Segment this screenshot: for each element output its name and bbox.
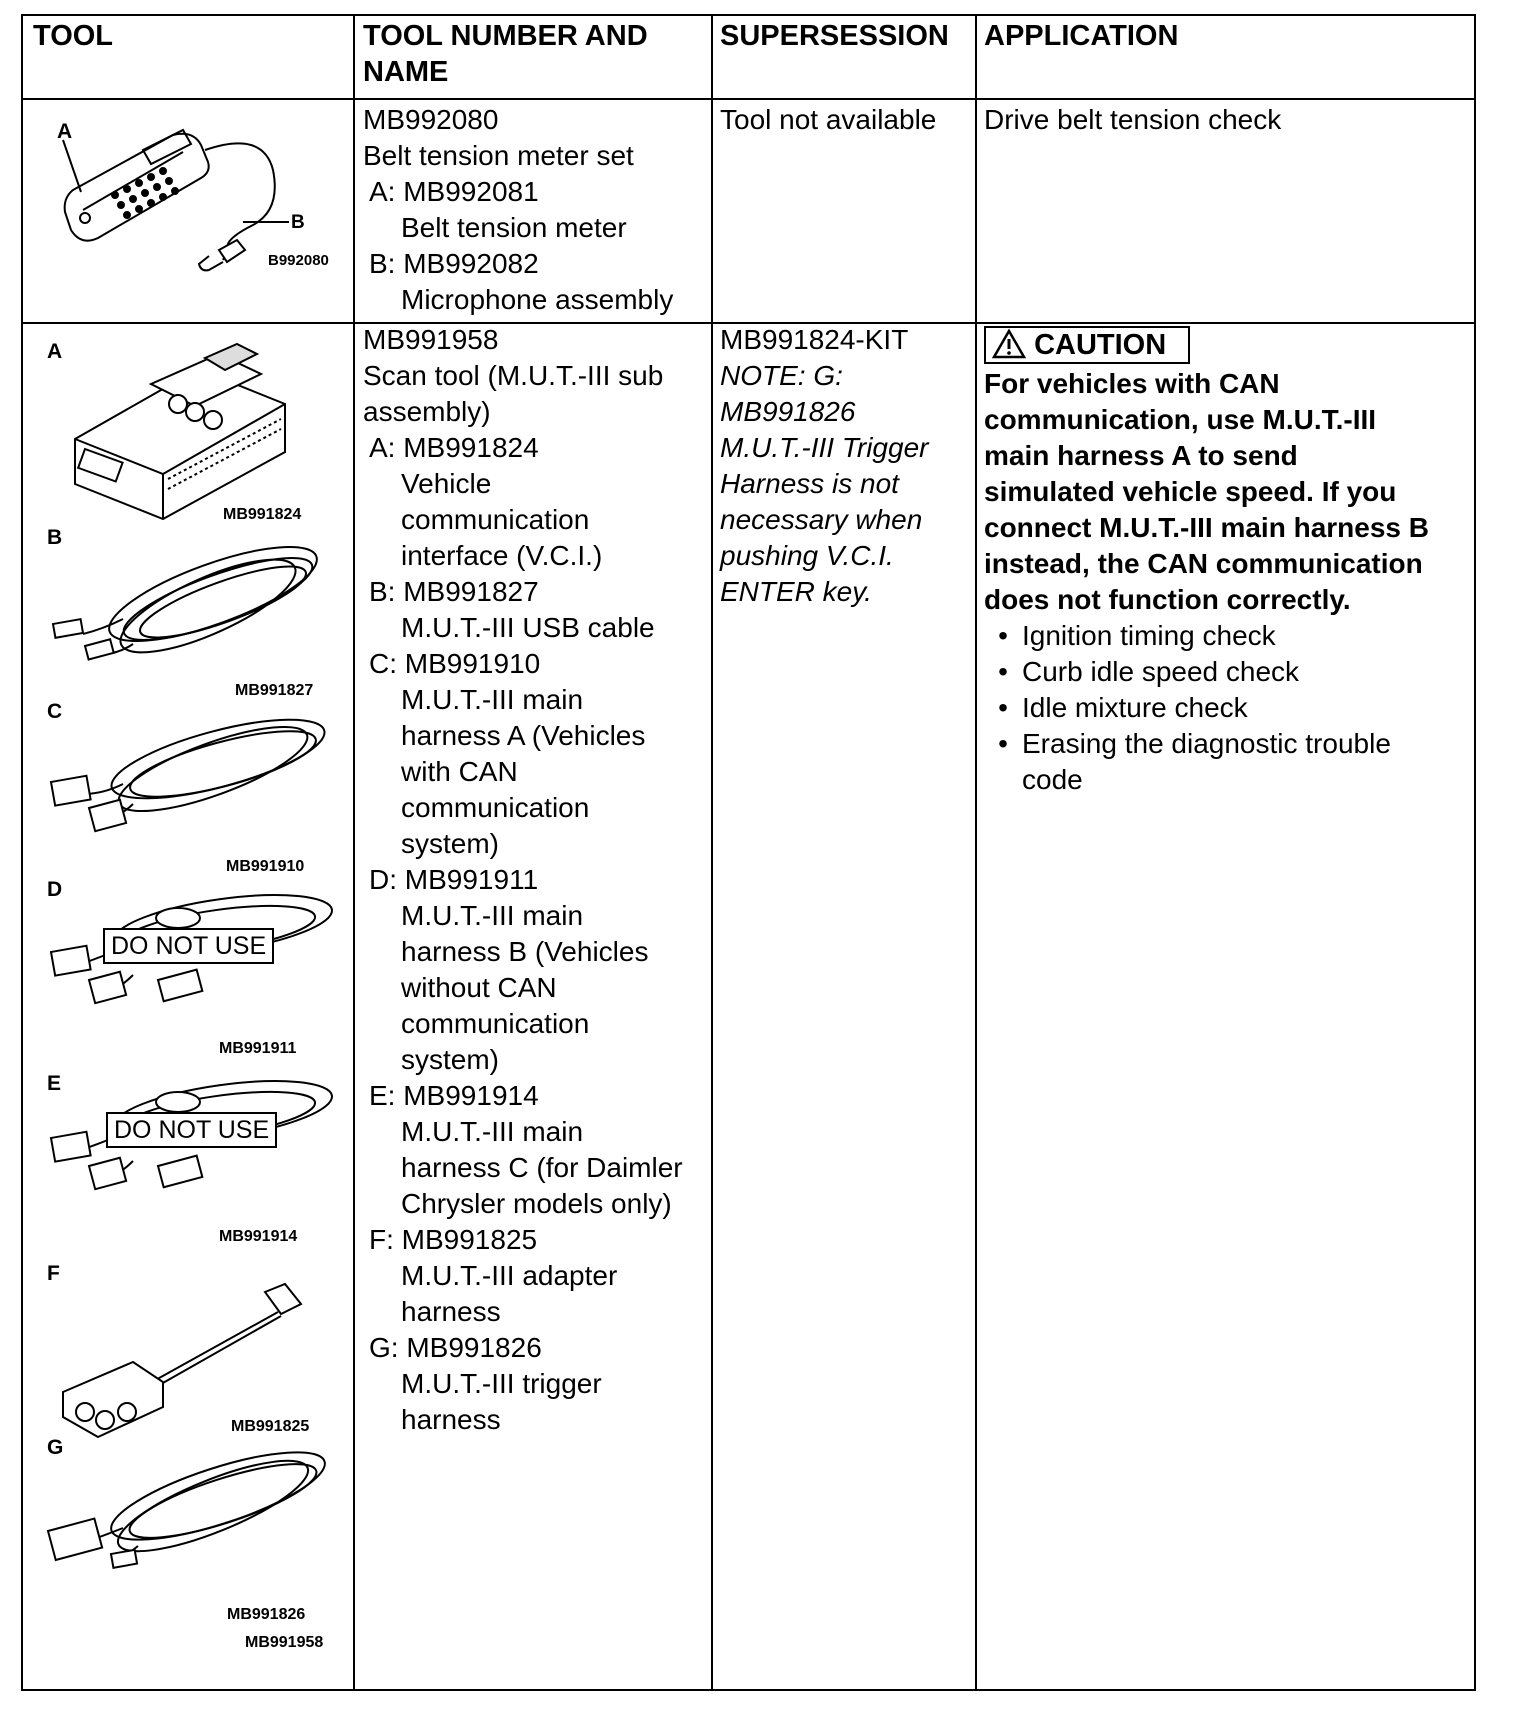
caution-text: simulated vehicle speed. If you xyxy=(984,476,1397,507)
belt-tension-meter-figure xyxy=(23,100,353,322)
figure-code-e: MB991914 xyxy=(219,1228,298,1245)
note-line: necessary when xyxy=(720,504,923,535)
item-desc: M.U.T.-III main xyxy=(401,900,584,931)
row1-supersession: Tool not available xyxy=(720,104,937,135)
caution-text: communication, use M.U.T.-III xyxy=(984,404,1377,435)
caution-badge xyxy=(984,326,1190,364)
item-desc: M.U.T.-III adapter xyxy=(401,1260,618,1291)
bullet-dot: • xyxy=(998,620,1008,651)
bullet-text: Ignition timing check xyxy=(1022,620,1276,651)
caution-text: connect M.U.T.-III main harness B xyxy=(984,512,1429,543)
header-application: APPLICATION xyxy=(984,20,1179,52)
item-desc: communication xyxy=(401,504,590,535)
figure-code-g: MB991826 xyxy=(227,1606,306,1623)
header-tool: TOOL xyxy=(33,20,114,52)
bullet-dot: • xyxy=(998,728,1008,759)
warning-icon xyxy=(992,329,1026,359)
item-desc: interface (V.C.I.) xyxy=(401,540,603,571)
item-id: B: MB991827 xyxy=(369,576,539,607)
figure-set-code: MB991958 xyxy=(245,1634,324,1651)
item-id: E: MB991914 xyxy=(369,1080,539,1111)
item-desc: system) xyxy=(401,1044,499,1075)
bullet-text: Curb idle speed check xyxy=(1022,656,1300,687)
item-desc: system) xyxy=(401,828,499,859)
tool-name: Scan tool (M.U.T.-III sub xyxy=(363,360,664,391)
figure-letter-a: A xyxy=(47,340,63,363)
note-line: pushing V.C.I. xyxy=(720,540,894,571)
item-desc: Chrysler models only) xyxy=(401,1188,672,1219)
figure-letter-b: B xyxy=(47,526,63,549)
item-id: D: MB991911 xyxy=(369,864,539,895)
item-desc: M.U.T.-III main xyxy=(401,1116,584,1147)
bullet-text: Idle mixture check xyxy=(1022,692,1248,723)
caution-text: instead, the CAN communication xyxy=(984,548,1423,579)
scan-tool-figures xyxy=(23,324,353,1689)
item-id: B: MB992082 xyxy=(369,248,539,279)
row2-supersession xyxy=(720,322,972,610)
item-desc: harness xyxy=(401,1404,501,1435)
figure-label-a: A xyxy=(57,120,73,143)
caution-label: CAUTION xyxy=(1034,329,1167,361)
item-desc: harness xyxy=(401,1296,501,1327)
header-tool-number-name xyxy=(363,18,648,90)
item-desc: communication xyxy=(401,1008,590,1039)
bullet-item xyxy=(984,690,1474,726)
tool-number: MB991958 xyxy=(363,324,499,355)
item-id: A: MB992081 xyxy=(369,176,539,207)
row2-application xyxy=(984,326,1474,798)
note-line: NOTE: G: xyxy=(720,360,843,391)
item-desc: harness B (Vehicles xyxy=(401,936,649,967)
note-line: M.U.T.-III Trigger xyxy=(720,432,929,463)
bullet-continuation: code xyxy=(1022,764,1083,795)
tool-name: Belt tension meter set xyxy=(363,140,634,171)
figure-code-f: MB991825 xyxy=(231,1418,310,1435)
usb-cable-drawing xyxy=(23,524,353,684)
main-harness-a-drawing xyxy=(23,704,353,864)
main-harness-c-drawing xyxy=(23,1066,353,1236)
item-desc: without CAN xyxy=(401,972,557,1003)
item-id: G: MB991826 xyxy=(369,1332,542,1363)
row1-tool-name xyxy=(363,102,708,318)
note-line: Harness is not xyxy=(720,468,899,499)
belt-tension-meter-drawing xyxy=(23,100,353,322)
bullet-item xyxy=(984,654,1474,690)
figure-label-b: B xyxy=(291,212,305,233)
item-desc: Microphone assembly xyxy=(401,284,674,315)
figure-code-d: MB991911 xyxy=(219,1040,297,1057)
tool-name: assembly) xyxy=(363,396,491,427)
header-line: NAME xyxy=(363,56,449,88)
item-desc: Vehicle xyxy=(401,468,492,499)
caution-text: For vehicles with CAN xyxy=(984,368,1280,399)
row2-tool-name xyxy=(363,322,708,1438)
figure-letter-f: F xyxy=(47,1262,60,1285)
figure-letter-g: G xyxy=(47,1436,64,1459)
item-desc: M.U.T.-III main xyxy=(401,684,584,715)
item-id: C: MB991910 xyxy=(369,648,541,679)
item-id: F: MB991825 xyxy=(369,1224,538,1255)
trigger-harness-drawing xyxy=(23,1436,353,1606)
item-desc: Belt tension meter xyxy=(401,212,627,243)
tool-number: MB992080 xyxy=(363,104,499,135)
header-supersession: SUPERSESSION xyxy=(720,20,949,52)
column-divider xyxy=(353,16,355,1689)
figure-code-b: MB991827 xyxy=(235,682,314,699)
note-line: MB991826 xyxy=(720,396,856,427)
item-desc: M.U.T.-III trigger xyxy=(401,1368,602,1399)
bullet-dot: • xyxy=(998,656,1008,687)
supersession-kit: MB991824-KIT xyxy=(720,324,909,355)
row1-application: Drive belt tension check xyxy=(984,104,1282,135)
vci-drawing xyxy=(23,324,353,514)
item-desc: harness C (for Daimler xyxy=(401,1152,683,1183)
figure-code-c: MB991910 xyxy=(226,858,305,875)
item-desc: with CAN xyxy=(401,756,518,787)
figure-code-a: MB991824 xyxy=(223,506,302,523)
figure-letter-c: C xyxy=(47,700,63,723)
item-id: A: MB991824 xyxy=(369,432,539,463)
item-desc: M.U.T.-III USB cable xyxy=(401,612,655,643)
item-desc: communication xyxy=(401,792,590,823)
note-line: ENTER key. xyxy=(720,576,872,607)
bullet-text: Erasing the diagnostic trouble xyxy=(1022,728,1391,759)
figure-letter-d: D xyxy=(47,878,63,901)
bullet-item xyxy=(984,618,1474,654)
do-not-use-stamp-e: DO NOT USE xyxy=(106,1112,277,1148)
caution-text: does not function correctly. xyxy=(984,584,1351,615)
caution-text: main harness A to send xyxy=(984,440,1298,471)
bullet-dot: • xyxy=(998,692,1008,723)
column-divider xyxy=(711,16,713,1689)
column-divider xyxy=(975,16,977,1689)
figure-letter-e: E xyxy=(47,1072,62,1095)
bullet-item xyxy=(984,726,1474,762)
main-harness-b-drawing xyxy=(23,880,353,1050)
special-tools-table xyxy=(21,14,1476,1691)
header-line: TOOL NUMBER AND xyxy=(363,20,648,52)
adapter-harness-drawing xyxy=(23,1262,353,1432)
item-desc: harness A (Vehicles xyxy=(401,720,646,751)
figure-code: B992080 xyxy=(268,252,329,269)
do-not-use-stamp-d: DO NOT USE xyxy=(103,928,274,964)
